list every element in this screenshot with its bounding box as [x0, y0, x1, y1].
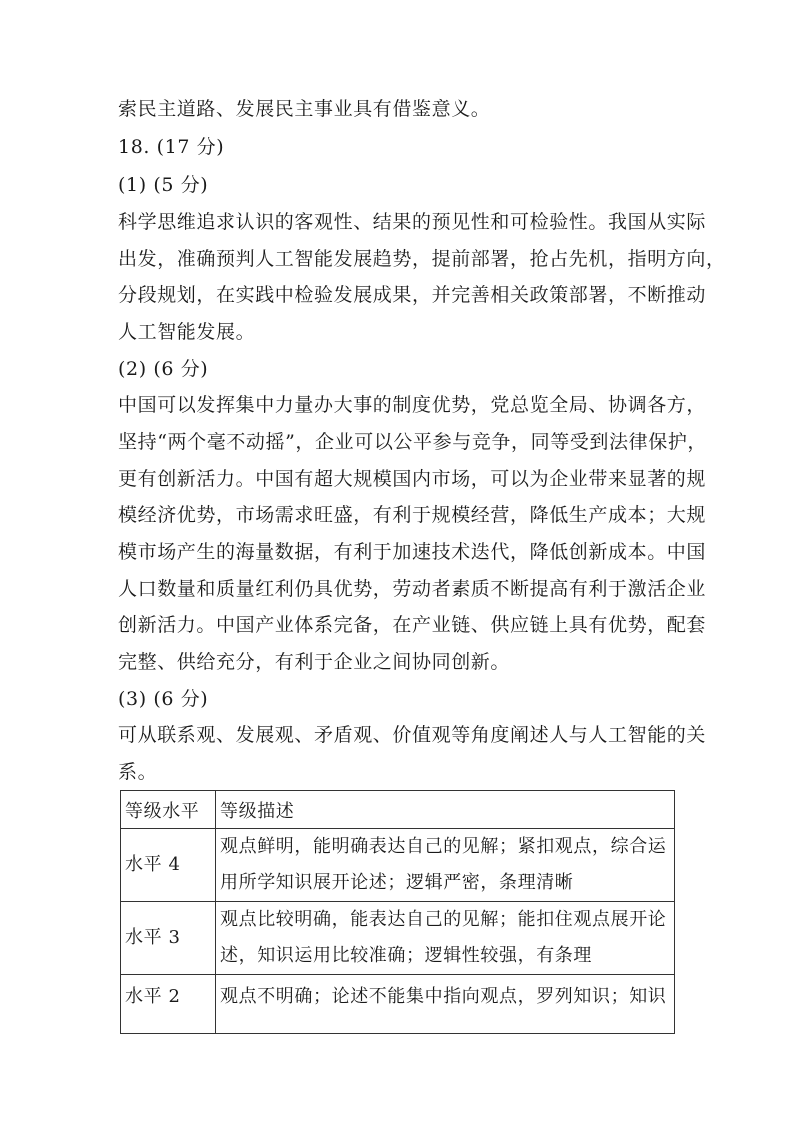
text-line: 坚持“两个毫不动摇”，企业可以公平参与竞争，同等受到法律保护，: [118, 431, 708, 453]
subquestion-heading: (1) (5 分): [118, 174, 209, 196]
description-cell: [216, 902, 675, 975]
text-line: 人工智能发展。: [118, 321, 256, 343]
text-line: 完整、供给充分，有利于企业之间协同创新。: [118, 651, 511, 673]
question-heading: 18. (17 分): [118, 136, 225, 158]
header-description: 等级描述: [216, 791, 675, 829]
table-row: [121, 829, 675, 902]
text-line: 更有创新活力。中国有超大规模国内市场，可以为企业带来显著的规: [118, 468, 707, 490]
description-cell: [216, 829, 675, 902]
text-line: 模经济优势，市场需求旺盛，有利于规模经营，降低生产成本；大规: [118, 504, 707, 526]
table-row: [121, 902, 675, 975]
description-cell: [216, 975, 675, 1034]
table-header-row: [121, 791, 675, 829]
text-line: 可从联系观、发展观、矛盾观、价值观等角度阐述人与人工智能的关: [118, 724, 707, 746]
description-line: 用所学知识展开论述；逻辑严密，条理清晰: [220, 872, 574, 893]
subquestion-heading: (2) (6 分): [118, 358, 209, 380]
text-line: 分段规划，在实践中检验发展成果，并完善相关政策部署，不断推动: [118, 284, 707, 306]
level-cell: 水平 4: [121, 829, 216, 902]
text-line: 系。: [118, 761, 158, 783]
table-row: [121, 975, 675, 1034]
description-line: 观点鲜明，能明确表达自己的见解；紧扣观点，综合运: [220, 836, 667, 857]
description-line: 述，知识运用比较准确；逻辑性较强，有条理: [220, 945, 592, 966]
header-level: 等级水平: [121, 791, 216, 829]
text-line: 科学思维追求认识的客观性、结果的预见性和可检验性。我国从实际: [118, 211, 707, 233]
text-line: 中国可以发挥集中力量办大事的制度优势，党总览全局、协调各方，: [118, 394, 707, 416]
level-cell: 水平 2: [121, 975, 216, 1034]
text-line: 模市场产生的海量数据，有利于加速技术迭代，降低创新成本。中国: [118, 541, 707, 563]
grading-table: [120, 790, 675, 1034]
description-line: 观点比较明确，能表达自己的见解；能扣住观点展开论: [220, 909, 667, 930]
text-line: 出发，准确预判人工智能发展趋势，提前部署，抢占先机，指明方向，: [118, 248, 726, 270]
subquestion-heading: (3) (6 分): [118, 688, 209, 710]
text-line: 创新活力。中国产业体系完备，在产业链、供应链上具有优势，配套: [118, 614, 707, 636]
level-cell: 水平 3: [121, 902, 216, 975]
text-line: 索民主道路、发展民主事业具有借鉴意义。: [118, 98, 491, 120]
text-line: 人口数量和质量红利仍具优势，劳动者素质不断提高有利于激活企业: [118, 578, 707, 600]
description-line: 观点不明确；论述不能集中指向观点，罗列知识；知识: [220, 986, 667, 1007]
